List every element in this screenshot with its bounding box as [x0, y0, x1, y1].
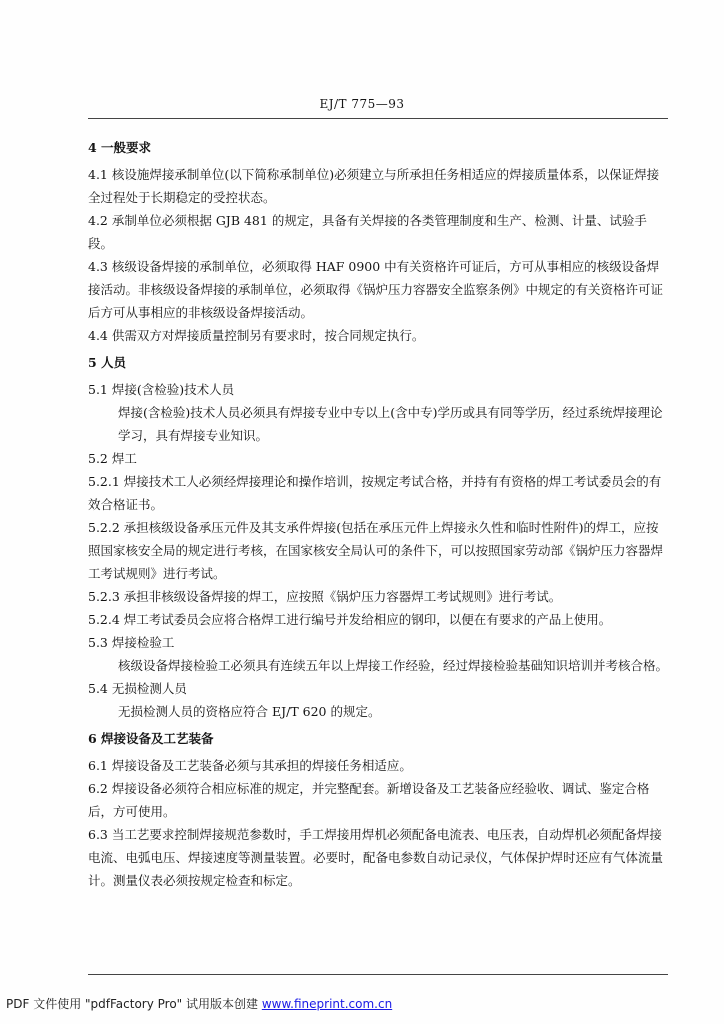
- paragraph: 5.4 无损检测人员: [88, 681, 187, 696]
- paragraph: 4.1 核设施焊接承制单位(以下简称承制单位)必须建立与所承担任务相适应的焊接质量体系，以保证焊接全过程处于长期稳定的受控状态。: [88, 167, 660, 205]
- pdf-watermark: [6, 995, 392, 1012]
- paragraph: 5.3 焊接检验工: [88, 635, 175, 650]
- footer-rule: [88, 974, 668, 975]
- paragraph: 6.3 当工艺要求控制焊接规范参数时，手工焊接用焊机必须配备电流表、电压表，自动焊机必须配备焊接电流、电弧电压、焊接速度等测量装置。必要时，配备电参数自动记录仪，气体保护焊时还应有气体流量计。测量仪表必须按规定检查和标定。: [88, 827, 664, 888]
- paragraph: 无损检测人员的资格应符合 EJ/T 620 的规定。: [118, 704, 381, 719]
- document-body: [88, 132, 668, 892]
- paragraph: 焊接(含检验)技术人员必须具有焊接专业中专以上(含中专)学历或具有同等学历，经过系统焊接理论学习，具有焊接专业知识。: [118, 405, 663, 443]
- paragraph: 6.1 焊接设备及工艺装备必须与其承担的焊接任务相适应。: [88, 758, 412, 773]
- watermark-text: PDF 文件使用 "pdfFactory Pro" 试用版本创建: [6, 997, 262, 1011]
- paragraph: 5.2.2 承担核级设备承压元件及其支承件焊接(包括在承压元件上焊接永久性和临时性附件)的焊工，应按照国家核安全局的规定进行考核，在国家核安全局认可的条件下，可以按照国家劳动部《锅炉压力容器焊工考试规则》进行考试。: [88, 520, 664, 581]
- header-rule: [88, 118, 668, 119]
- section-heading: 6 焊接设备及工艺装备: [88, 731, 214, 746]
- watermark-link[interactable]: www.fineprint.com.cn: [261, 997, 393, 1011]
- paragraph: 6.2 焊接设备必须符合相应标准的规定，并完整配套。新增设备及工艺装备应经验收、调试、鉴定合格后，方可使用。: [88, 781, 650, 819]
- paragraph: 核级设备焊接检验工必须具有连续五年以上焊接工作经验，经过焊接检验基础知识培训并考核合格。: [118, 658, 669, 673]
- paragraph: 5.2 焊工: [88, 451, 137, 466]
- paragraph: 5.2.1 焊接技术工人必须经焊接理论和操作培训，按规定考试合格，并持有有资格的焊工考试委员会的有效合格证书。: [88, 474, 662, 512]
- page-header: EJ/T 775—93: [319, 97, 405, 111]
- paragraph: 4.2 承制单位必须根据 GJB 481 的规定，具备有关焊接的各类管理制度和生产、检测、计量、试验手段。: [88, 213, 647, 251]
- paragraph: 5.1 焊接(含检验)技术人员: [88, 382, 235, 397]
- section-heading: 5 人员: [88, 355, 127, 370]
- paragraph: 4.3 核级设备焊接的承制单位，必须取得 HAF 0900 中有关资格许可证后，方可从事相应的核级设备焊接活动。非核级设备焊接的承制单位，必须取得《锅炉压力容器安全监察条例》中规定的有关资格许可证后方可从事相应的非核级设备焊接活动。: [88, 259, 664, 320]
- paragraph: 5.2.3 承担非核级设备焊接的焊工，应按照《锅炉压力容器焊工考试规则》进行考试。: [88, 589, 562, 604]
- paragraph: 4.4 供需双方对焊接质量控制另有要求时，按合同规定执行。: [88, 328, 425, 343]
- paragraph: 5.2.4 焊工考试委员会应将合格焊工进行编号并发给相应的钢印，以便在有要求的产品上使用。: [88, 612, 612, 627]
- section-heading: 4 一般要求: [88, 140, 152, 155]
